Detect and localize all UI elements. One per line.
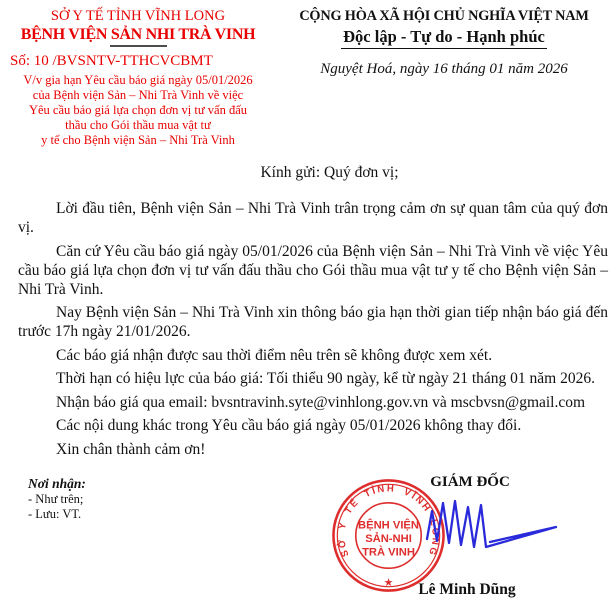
hospital-name: BỆNH VIỆN SẢN NHI TRÀ VINH [20, 26, 256, 43]
paragraph: Các nội dung khác trong Yêu cầu báo giá ngày 05/01/2026 không thay đổi. [56, 417, 522, 434]
signer-name: Lê Minh Dũng [418, 581, 516, 598]
recipients-label: Nơi nhận: [28, 476, 86, 491]
paragraph: Lời đầu tiên, Bệnh viện Sản – Nhi Trà Vinh trân trọng cảm ơn sự quan tâm của quý đơn vị. [18, 200, 608, 236]
recipient-item: - Như trên; [28, 492, 84, 506]
national-title: CỘNG HÒA XÃ HỘI CHỦ NGHĨA VIỆT NAM [299, 8, 589, 24]
subject-line: thầu cho Gói thầu mua vật tư [65, 118, 211, 132]
issuer-header-block [8, 8, 268, 148]
stamp-arc-text: SỞ Y TẾ TỈNH VĨNH LONG [336, 483, 441, 559]
svg-text:TRÀ VINH: TRÀ VINH [362, 546, 415, 559]
svg-text:BỆNH VIỆN: BỆNH VIỆN [358, 519, 419, 532]
hospital-name-underline [110, 45, 167, 47]
signature-scribble [424, 499, 562, 553]
subject-line: Yêu cầu báo giá lựa chọn đơn vị tư vấn đấu [28, 103, 247, 117]
paragraph-thanks: Xin chân thành cảm ơn! [56, 440, 206, 458]
stamp-star-icon: ★ [383, 577, 394, 590]
signature-path [427, 501, 556, 547]
letter-body [18, 199, 608, 463]
subject-line: V/v gia hạn Yêu cầu báo giá ngày 05/01/2026 [23, 73, 253, 87]
paragraph: Thời hạn có hiệu lực của báo giá: Tối thiểu 90 ngày, kể từ ngày 21 tháng 01 năm 2026. [56, 370, 595, 387]
stamp-center-text [358, 519, 419, 559]
subject-line: y tế cho Bệnh viện Sản – Nhi Trà Vinh [41, 133, 235, 147]
recipient-item: - Lưu: VT. [28, 506, 82, 521]
independence-motto: Độc lập - Tự do - Hạnh phúc [278, 27, 610, 49]
paragraph-email: Nhận báo giá qua email: bvsntravinh.syte@vinhlong.gov.vn và mscbvsn@gmail.com [56, 393, 586, 411]
signer-title: GIÁM ĐỐC [430, 474, 510, 490]
recipients-block [28, 476, 86, 521]
salutation: Kính gửi: Quý đơn vị; [260, 164, 399, 181]
paragraph: Nay Bệnh viện Sản – Nhi Trà Vinh xin thông báo gia hạn thời gian tiếp nhận báo giá đến trước 17h ngày 21/01/2026. [18, 304, 608, 340]
svg-text:SẢN-NHI: SẢN-NHI [365, 532, 412, 545]
subject-line: của Bệnh viện Sản – Nhi Trà Vinh về việc [32, 88, 244, 102]
agency-name: SỞ Y TẾ TỈNH VĨNH LONG [50, 8, 226, 24]
national-header-block [278, 8, 610, 78]
date-line: Nguyệt Hoá, ngày 16 tháng 01 năm 2026 [320, 61, 568, 77]
document-subject-block [8, 73, 268, 148]
paragraph: Các báo giá nhận được sau thời điểm nêu trên sẽ không được xem xét. [56, 346, 493, 364]
paragraph: Căn cứ Yêu cầu báo giá ngày 05/01/2026 của Bệnh viện Sản – Nhi Trà Vinh về việc Yêu cầu báo giá lựa chọn đơn vị tư vấn đấu thầu cho Gói thầu mua vật tư y tế cho Bệnh viện Sản – Nhi Trà Vinh. [18, 242, 608, 298]
document-number: Số: 10 /BVSNTV-TTHCVCBMT [10, 53, 213, 69]
